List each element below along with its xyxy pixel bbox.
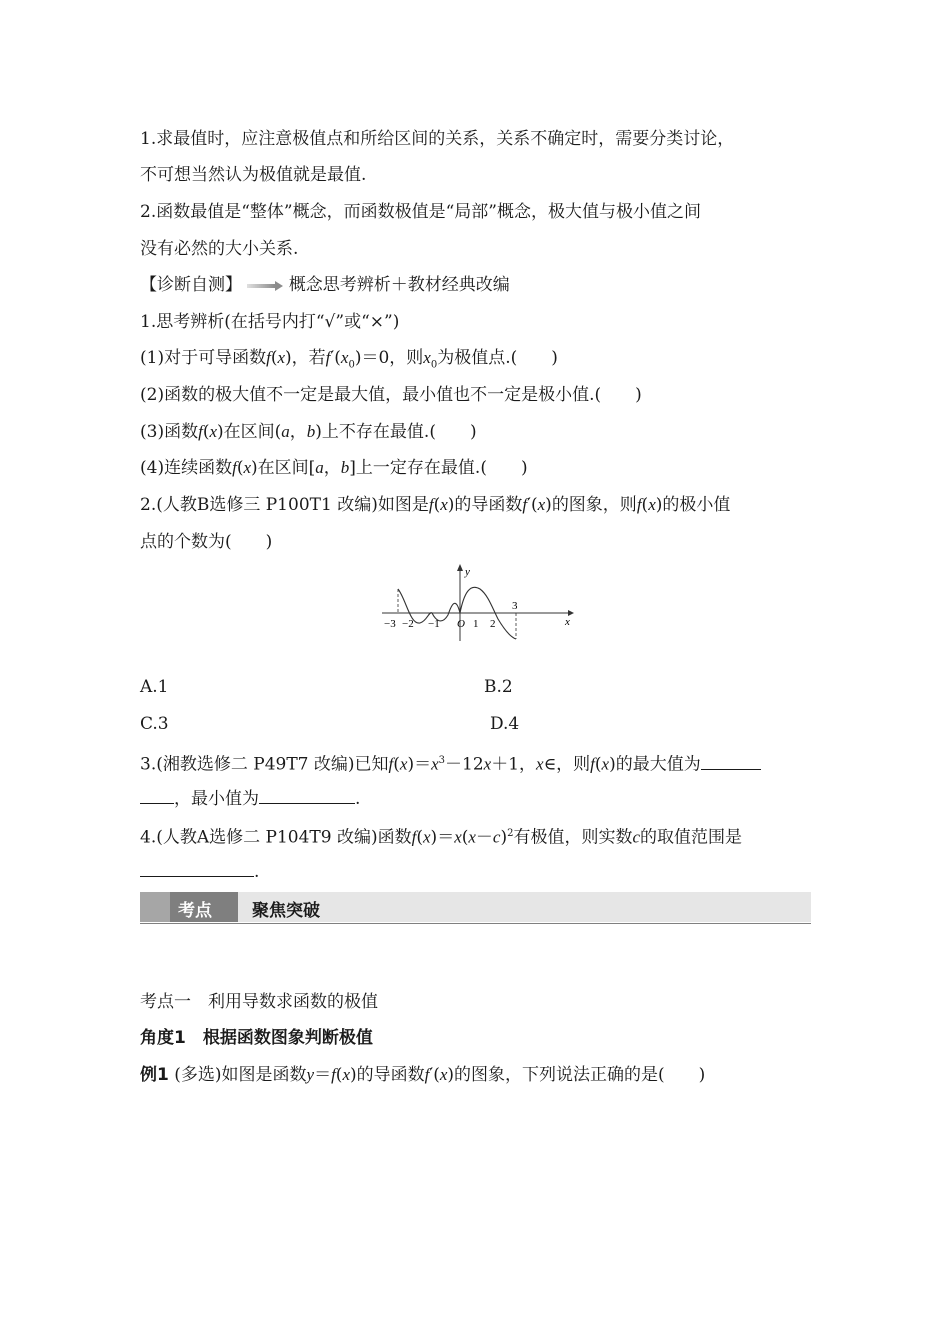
- tick-label: −1: [428, 618, 440, 630]
- q2-mid1: 的导函数: [454, 495, 523, 515]
- angle-heading: 角度1 根据函数图象判断极值: [140, 1028, 373, 1048]
- diagnosis-label: 【诊断自测】: [140, 275, 242, 295]
- q1-item-3-post: )上不存在最值.( ): [315, 422, 477, 442]
- example-mid: 的导函数: [356, 1065, 425, 1085]
- origin-label: O: [457, 618, 465, 630]
- option-d[interactable]: D.4: [490, 714, 520, 734]
- q1-item-1: (1)对于可导函数f(x)，若$f'(x_0)=0$，则$x_0$为极值点.( ): [140, 348, 558, 371]
- q1-item-3-pre: (3)函数: [140, 422, 199, 442]
- q2-mid2: 的图象，则: [551, 495, 637, 515]
- option-b[interactable]: B.2: [484, 677, 513, 697]
- q1-item-1-pre: (1)对于可导函数: [140, 348, 267, 368]
- q4-end: 的取值范围是: [640, 827, 743, 848]
- q4-line-1: 4.(人教A选修二 P104T9 改编)函数$f(x)=x(x-c)^2$有极值，则实数c的取值范围是: [140, 827, 743, 848]
- q4-post: 有极值，则实数: [513, 827, 633, 848]
- q3-plus: ＋1，: [491, 754, 537, 775]
- q2-pre: 2.(人教B选修三 P100T1 改编)如图是: [140, 495, 429, 515]
- answer-blank[interactable]: [140, 786, 174, 804]
- tick-label: 2: [490, 618, 496, 630]
- x-axis-label: x: [565, 616, 570, 628]
- tick-label: −3: [384, 618, 396, 630]
- note-2-line-2: 没有必然的大小关系.: [140, 239, 299, 259]
- q3-line-2: [140, 786, 360, 811]
- q3-minus: －12: [445, 754, 484, 775]
- option-a[interactable]: A.1: [140, 677, 169, 697]
- q3-pre: 3.(湘教选修二 P49T7 改编)已知: [140, 754, 389, 775]
- q1-item-1-mid: ，若: [291, 348, 326, 368]
- diagnosis-heading: [140, 273, 510, 297]
- y-axis-arrow-icon: [457, 564, 463, 571]
- q2-line-1: 2.(人教B选修三 P100T1 改编)如图是f(x)的导函数f′(x)的图象，则f(x)的极小值: [140, 495, 731, 515]
- q3-line2-mid: ，最小值为: [174, 789, 259, 809]
- tick-label: −2: [402, 618, 414, 630]
- y-axis-label: y: [465, 566, 470, 578]
- q1-stem: 1.思考辨析(在括号内打“√”或“×”): [140, 312, 400, 332]
- option-c[interactable]: C.3: [140, 714, 169, 734]
- answer-blank[interactable]: [259, 786, 355, 804]
- note-2-line-1: 2.函数最值是“整体”概念，而函数极值是“局部”概念，极大值与极小值之间: [140, 202, 701, 222]
- q1-item-4-pre: (4)连续函数: [140, 458, 233, 478]
- tick-label: 3: [512, 600, 518, 612]
- q1-item-1-eq: ＝0，则: [361, 348, 424, 368]
- example-label: 例1: [140, 1065, 169, 1085]
- answer-blank[interactable]: [701, 752, 761, 770]
- note-1-line-1: 1.求最值时，应注意极值点和所给区间的关系，关系不确定时，需要分类讨论，: [140, 129, 735, 149]
- q1-item-1-post: 为极值点.( ): [437, 348, 558, 368]
- q2-post: 的极小值: [662, 495, 731, 515]
- q2-line-2: 点的个数为( ): [140, 532, 273, 552]
- derivative-graph: [380, 563, 575, 643]
- example-1: 例1 (多选)如图是函数y＝f(x)的导函数f′(x)的图象，下列说法正确的是( ): [140, 1065, 706, 1085]
- q1-item-4-mid: 在区间[: [257, 458, 316, 478]
- q3-eq: ＝: [414, 754, 432, 775]
- example-post: 的图象，下列说法正确的是( ): [454, 1065, 706, 1085]
- q3-post: 的最大值为: [615, 754, 701, 775]
- arrow-icon: [247, 280, 283, 292]
- q1-item-2: (2)函数的极大值不一定是最大值，最小值也不一定是极小值.( ): [140, 385, 642, 405]
- q3-line2-end: .: [355, 789, 361, 809]
- q1-item-4-post: ]上一定存在最值.( ): [349, 458, 528, 478]
- section-heading: 考点一 利用导数求函数的极值: [140, 992, 378, 1012]
- q3-in: ∈，则: [543, 754, 591, 775]
- q1-item-4: (4)连续函数f(x)在区间[a，b]上一定存在最值.( ): [140, 458, 528, 478]
- banner-tag: 考点: [178, 901, 212, 921]
- q1-item-3: (3)函数f(x)在区间(a，b)上不存在最值.( ): [140, 422, 477, 442]
- q4-line-2: [140, 859, 259, 884]
- q4-line2-end: .: [254, 862, 260, 882]
- q1-item-3-mid: 在区间(: [223, 422, 282, 442]
- tick-label: 1: [473, 618, 479, 630]
- diagnosis-subtitle: 概念思考辨析＋教材经典改编: [288, 275, 510, 295]
- banner-title: 聚焦突破: [252, 901, 320, 921]
- q4-eq: ＝: [437, 827, 455, 848]
- section-banner: [140, 892, 811, 924]
- example-multi: (多选)如图是函数: [174, 1065, 307, 1085]
- q3-line-1: 3.(湘教选修二 P49T7 改编)已知$f(x)=x^3-12x+1$，x∈，则f(x)的最大值为: [140, 749, 761, 777]
- q4-pre: 4.(人教A选修二 P104T9 改编)函数: [140, 827, 412, 848]
- answer-blank[interactable]: [140, 859, 254, 877]
- note-1-line-2: 不可想当然认为极值就是最值.: [140, 165, 367, 185]
